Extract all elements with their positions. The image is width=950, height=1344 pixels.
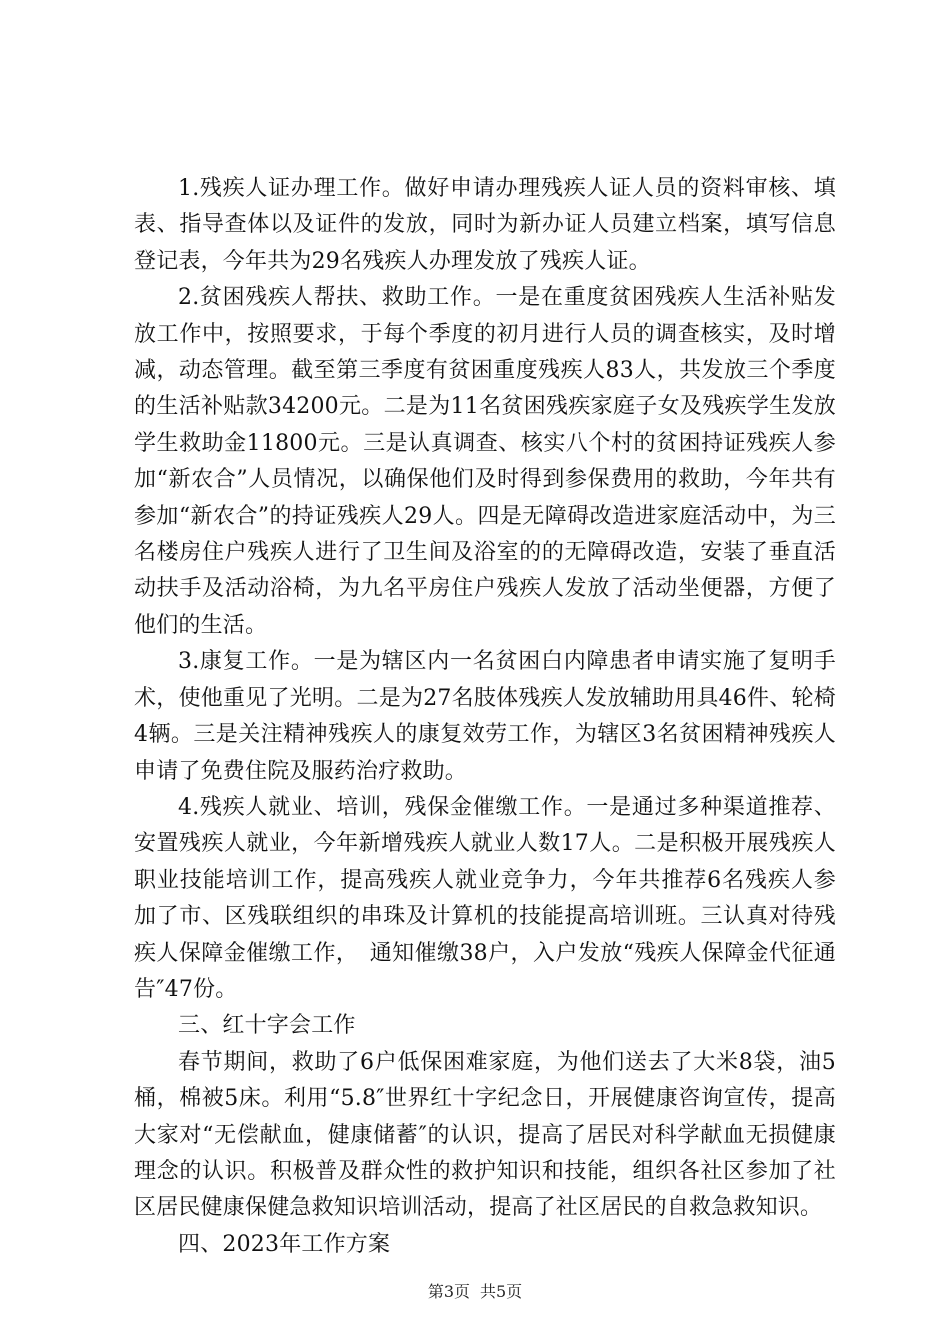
section-heading-work-plan: 四、2023年工作方案	[178, 1231, 391, 1257]
page-number-current: 第3页	[427, 1282, 470, 1301]
paragraph-disability-certificate: 1.残疾人证办理工作。做好申请办理残疾人证人员的资料审核、填表、指导查体以及证件的发放，同时为新办证人员建立档案，填写信息登记表，今年共为29名残疾人办理发放了残疾人证。	[134, 176, 836, 274]
paragraph-rehabilitation: 3.康复工作。一是为辖区内一名贫困白内障患者申请实施了复明手术，使他重见了光明。二是为27名肢体残疾人发放辅助用具46件、轮椅4辆。三是关注精神残疾人的康复效劳工作，为辖区3名贫困精神残疾人申请了免费住院及服药治疗救助。	[134, 649, 836, 784]
section-heading-red-cross: 三、红十字会工作	[178, 1013, 356, 1039]
paragraph-poverty-assistance: 2.贫困残疾人帮扶、救助工作。一是在重度贫困残疾人生活补贴发放工作中，按照要求，于每个季度的初月进行人员的调查核实，及时增减，动态管理。截至第三季度有贫困重度残疾人83人，共发放三个季度的生活补贴款34200元。二是为11名贫困残疾家庭子女及残疾学生发放学生救助金11800元。三是认真调查、核实八个村的贫困持证残疾人参加“新农合”人员情况，以确保他们及时得到参保费用的救助，今年共有参加“新农合”的持证残疾人29人。四是无障碍改造进家庭活动中，为三名楼房住户残疾人进行了卫生间及浴室的的无障碍改造，安装了垂直活动扶手及活动浴椅，为九名平房住户残疾人发放了活动坐便器，方便了他们的生活。	[134, 285, 836, 638]
paragraph-employment-training: 4.残疾人就业、培训，残保金催缴工作。一是通过多种渠道推荐、安置残疾人就业，今年新增残疾人就业人数17人。二是积极开展残疾人职业技能培训工作，提高残疾人就业竞争力，今年共推荐6名残疾人参加了市、区残联组织的串珠及计算机的技能提高培训班。三认真对待残疾人保障金催缴工作， 通知催缴38户，入户发放“残疾人保障金代征通告″47份。	[134, 794, 836, 1002]
document-body	[134, 171, 836, 1263]
page-footer	[0, 1282, 950, 1302]
page-number-total: 共5页	[480, 1282, 523, 1301]
paragraph-red-cross-work: 春节期间，救助了6户低保困难家庭，为他们送去了大米8袋，油5桶，棉被5床。利用“5.8″世界红十字纪念日，开展健康咨询宣传，提高大家对“无偿献血，健康储蓄″的认识，提高了居民对科学献血无损健康理念的认识。积极普及群众性的救护知识和技能，组织各社区参加了社区居民健康保健急救知识培训活动，提高了社区居民的自救急救知识。	[134, 1049, 836, 1221]
